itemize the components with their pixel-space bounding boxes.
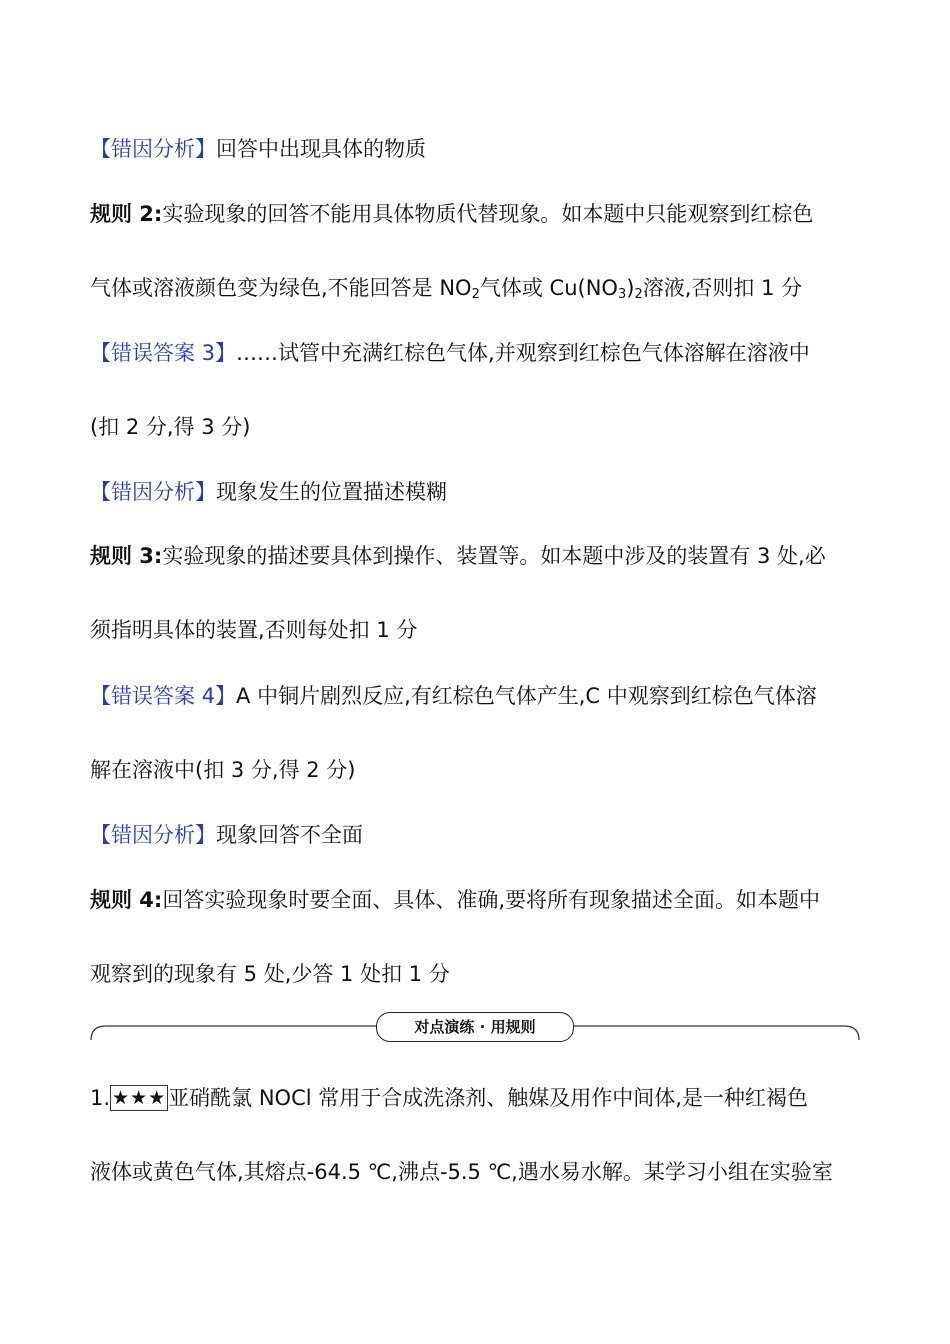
- error-analysis-4: [90, 820, 865, 850]
- wrong-answer-3-line-2: (扣 2 分,得 3 分): [90, 415, 251, 439]
- rule-3-line-2: 须指明具体的装置,否则每处扣 1 分: [90, 618, 418, 642]
- error-analysis-tag: 【错因分析】: [90, 823, 216, 847]
- wrong-answer-4-line-2: 解在溶液中(扣 3 分,得 2 分): [90, 758, 356, 782]
- rule-3-line-1: [90, 541, 865, 571]
- rule-text: 实验现象的回答不能用具体物质代替现象。如本题中只能观察到红棕色: [162, 202, 814, 226]
- question-text: 亚硝酰氯 NOCl 常用于合成洗涤剂、触媒及用作中间体,是一种红褐色: [168, 1086, 808, 1110]
- subscript: 2: [471, 287, 480, 302]
- wrong-answer-tag: 【错误答案 3】: [90, 341, 237, 365]
- wrong-answer-text: ……试管中充满红棕色气体,并观察到红棕色气体溶解在溶液中: [236, 341, 810, 365]
- rule-text-part: 溶液,否则扣 1 分: [642, 276, 803, 300]
- rule-4-line-2: 观察到的现象有 5 处,少答 1 处扣 1 分: [90, 962, 450, 986]
- rule-2-line-1: [90, 199, 865, 229]
- error-analysis-text: 回答中出现具体的物质: [216, 137, 426, 161]
- error-analysis-2: [90, 134, 865, 164]
- section-divider: [90, 1010, 860, 1050]
- difficulty-stars-icon: ★★★: [112, 1087, 167, 1109]
- rule-label: 规则 3:: [90, 544, 163, 568]
- rule-4-line-1: [90, 885, 865, 915]
- rule-text-part: 气体或 Cu(NO: [479, 276, 618, 300]
- subscript: 3: [617, 287, 627, 302]
- rule-text: 回答实验现象时要全面、具体、准确,要将所有现象描述全面。如本题中: [162, 888, 821, 912]
- wrong-answer-3-line-1: [90, 338, 865, 368]
- question-1-line-2: 液体或黄色气体,其熔点-64.5 ℃,沸点-5.5 ℃,遇水易水解。某学习小组在实验室: [90, 1160, 833, 1184]
- wrong-answer-text: A 中铜片剧烈反应,有红棕色气体产生,C 中观察到红棕色气体溶: [236, 684, 817, 708]
- wrong-answer-tag: 【错误答案 4】: [90, 684, 237, 708]
- error-analysis-text: 现象回答不全面: [216, 823, 363, 847]
- rule-text: 实验现象的描述要具体到操作、装置等。如本题中涉及的装置有 3 处,必: [162, 544, 826, 568]
- wrong-answer-4-line-1: [90, 681, 865, 711]
- rule-text-part: 气体或溶液颜色变为绿色,不能回答是 NO: [90, 276, 472, 300]
- error-analysis-tag: 【错因分析】: [90, 137, 216, 161]
- section-title: 对点演练 · 用规则: [376, 1012, 574, 1042]
- error-analysis-3: [90, 477, 865, 507]
- subscript: 2: [634, 287, 643, 302]
- question-number: 1.: [90, 1086, 111, 1110]
- rule-label: 规则 2:: [90, 202, 163, 226]
- error-analysis-text: 现象发生的位置描述模糊: [216, 480, 447, 504]
- rule-label: 规则 4:: [90, 888, 163, 912]
- rule-text-part: ): [626, 276, 635, 300]
- rule-2-line-2: [90, 273, 865, 303]
- error-analysis-tag: 【错因分析】: [90, 480, 216, 504]
- question-1-line-1: [90, 1083, 865, 1113]
